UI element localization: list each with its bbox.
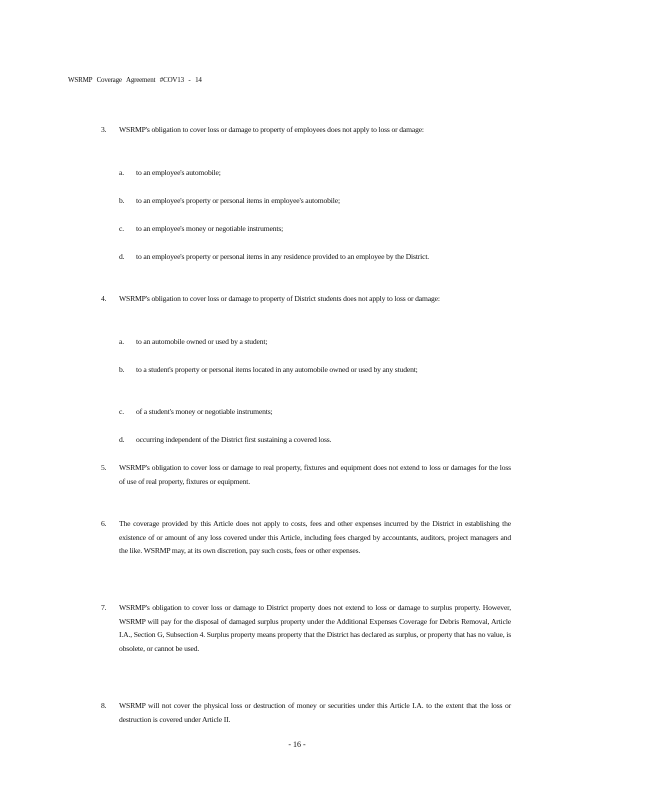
- clause-4b: [119, 363, 512, 377]
- subclause-text: to an automobile owned or used by a student;: [136, 337, 268, 346]
- page-number: - 16 -: [288, 740, 306, 749]
- subclause-letter: d.: [119, 435, 125, 444]
- subclause-text: occurring independent of the District first sustaining a covered loss.: [136, 435, 332, 444]
- clause-text: WSRMP's obligation to cover loss or damage to property of employees does not apply to loss or damage:: [119, 125, 424, 134]
- clause-3b: [119, 194, 512, 208]
- clause-4d: [119, 433, 512, 447]
- subclause-text: to an employee's property or personal items in any residence provided to an employee by the District.: [136, 252, 430, 261]
- clause-number: 7.: [101, 603, 107, 612]
- clause-8: [101, 699, 511, 726]
- clause-7: [101, 601, 511, 655]
- clause-6: [101, 517, 511, 558]
- clause-5: [101, 461, 511, 488]
- clause-number: 4.: [101, 294, 107, 303]
- subclause-text: to an employee's automobile;: [136, 168, 221, 177]
- subclause-letter: d.: [119, 252, 125, 261]
- clause-text: WSRMP's obligation to cover loss or damage to property of District students does not apply to loss or damage:: [119, 294, 440, 303]
- subclause-text: of a student's money or negotiable instruments;: [136, 407, 273, 416]
- clause-3: [101, 123, 511, 137]
- clause-text: WSRMP's obligation to cover loss or damage to District property does not extend to loss or damage to surplus property. However, WSRMP will pay for the disposal of damaged surplus property under the Additional Expenses Coverage for Debris Removal, Article I.A., Section G, Subsection 4. Surplus property means property that the District has declared as surplus, or property that has no value, is obsolete, or cannot be used.: [119, 603, 511, 653]
- subclause-text: to an employee's property or personal items in employee's automobile;: [136, 196, 340, 205]
- subclause-letter: b.: [119, 365, 125, 374]
- clause-3d: [119, 250, 512, 264]
- clause-text: The coverage provided by this Article does not apply to costs, fees and other expenses incurred by the District in establishing the existence of or amount of any loss covered under this Article, including fees charged by accountants, auditors, project managers and the like. WSRMP may, at its own discretion, pay such costs, fees or other expenses.: [119, 519, 511, 556]
- clause-number: 3.: [101, 125, 107, 134]
- subclause-letter: a.: [119, 168, 124, 177]
- clause-number: 5.: [101, 463, 107, 472]
- page-header: WSRMP Coverage Agreement #COV13 - 14: [68, 76, 202, 84]
- clause-number: 6.: [101, 519, 107, 528]
- clause-text: WSRMP's obligation to cover loss or damage to real property, fixtures and equipment does not extend to loss or damages for the loss of use of real property, fixtures or equipment.: [119, 463, 511, 486]
- clause-4c: [119, 405, 512, 419]
- subclause-letter: c.: [119, 407, 124, 416]
- subclause-text: to an employee's money or negotiable instruments;: [136, 224, 284, 233]
- subclause-letter: b.: [119, 196, 125, 205]
- clause-4: [101, 292, 511, 306]
- subclause-letter: a.: [119, 337, 124, 346]
- clause-number: 8.: [101, 701, 107, 710]
- page-number-footer: [0, 740, 662, 749]
- clause-3c: [119, 222, 512, 236]
- clause-4a: [119, 335, 512, 349]
- subclause-text: to a student's property or personal items located in any automobile owned or used by any student;: [136, 365, 418, 374]
- subclause-letter: c.: [119, 224, 124, 233]
- clause-3a: [119, 166, 512, 180]
- clause-text: WSRMP will not cover the physical loss or destruction of money or securities under this Article I.A. to the extent that the loss or destruction is covered under Article II.: [119, 701, 511, 724]
